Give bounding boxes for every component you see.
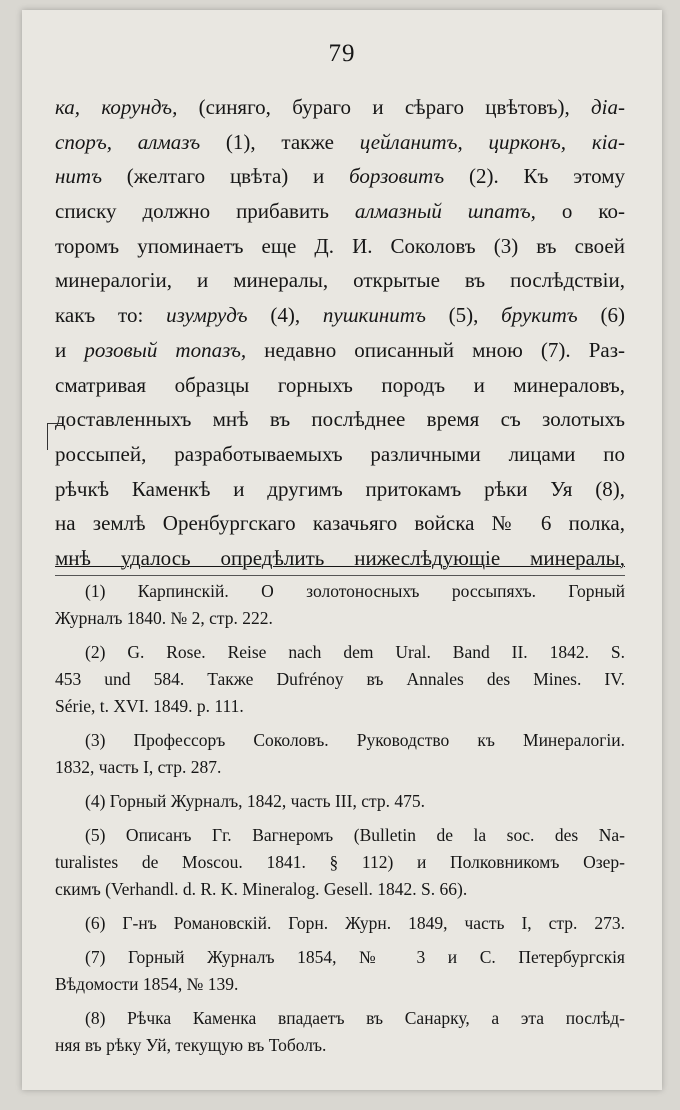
book-page	[22, 10, 662, 1090]
text-run: торомъ упоминаетъ еще Д. И. Соколовъ (3) въ своей	[55, 233, 625, 258]
italic-term: алмазный шпатъ,	[354, 199, 536, 224]
body-line	[55, 472, 625, 507]
footnote	[55, 788, 625, 815]
text-run: недавно описанный мною (7). Раз-	[246, 337, 625, 362]
body-line	[55, 402, 625, 437]
footnote	[55, 944, 625, 998]
italic-term: борзовитъ	[349, 164, 445, 189]
text-run: какъ то:	[55, 303, 167, 328]
footnote-line: Журналъ 1840. № 2, стр. 222.	[55, 608, 273, 628]
body-line	[55, 229, 625, 264]
italic-term: пушкинитъ	[322, 303, 426, 328]
body-line	[55, 437, 625, 472]
footnote-line: turalistes de Moscou. 1841. § 112) и Полковникомъ Озер-	[55, 852, 625, 872]
footnote-line: няя въ рѣку Уй, текущую въ Тоболъ.	[55, 1035, 327, 1055]
body-line	[55, 368, 625, 403]
footnote-line: скимъ (Verhandl. d. R. K. Mineralog. Gesell. 1842. S. 66).	[55, 879, 468, 899]
text-run: рѣчкѣ Каменкѣ и другимъ притокамъ рѣки Уя (8),	[55, 476, 625, 501]
text-run: мнѣ удалось опредѣлить нижеслѣдующіе минералы,	[55, 545, 625, 570]
italic-term: изумрудъ	[166, 303, 248, 328]
text-run: доставленныхъ мнѣ въ послѣднее время съ золотыхъ	[55, 407, 625, 432]
body-line	[55, 506, 625, 541]
footnote-line: 1832, часть I, стр. 287.	[55, 757, 222, 777]
footnote-line: 453 und 584. Также Dufrénoy въ Annales des Mines. IV.	[55, 669, 625, 689]
body-line	[55, 125, 625, 160]
text-run: о ко-	[535, 199, 625, 224]
footnote	[55, 727, 625, 781]
body-line	[55, 298, 625, 333]
text-run: на землѣ Оренбургскаго казачьяго войска № 6 полка,	[55, 511, 625, 536]
footnote	[55, 822, 625, 903]
footnote-line: (1) Карпинскій. О золотоносныхъ россыпяхъ. Горный	[85, 581, 625, 601]
text-run: списку должно прибавить	[55, 199, 355, 224]
text-run: (5),	[425, 303, 502, 328]
footnotes	[55, 578, 625, 1066]
body-line	[55, 333, 625, 368]
footnote-line: (8) Рѣчка Каменка впадаетъ въ Санарку, а эта послѣд-	[85, 1008, 625, 1028]
footnote	[55, 910, 625, 937]
footnote-line: Вѣдомости 1854, № 139.	[55, 974, 239, 994]
body-line	[55, 194, 625, 229]
footnote-line: (5) Описанъ Гг. Вагнеромъ (Bulletin de la soc. des Na-	[85, 825, 625, 845]
text-run: (6)	[577, 303, 625, 328]
text-run: (синяго, бураго и сѣраго цвѣтовъ),	[177, 95, 592, 119]
footnote-separator	[55, 575, 625, 576]
italic-term: споръ, алмазъ	[55, 129, 201, 154]
text-run: (4),	[247, 303, 323, 328]
body-line	[55, 90, 625, 125]
italic-term: діа-	[591, 95, 625, 119]
text-run: (желтаго цвѣта) и	[101, 164, 350, 189]
footnote	[55, 578, 625, 632]
footnote-line: (6) Г-нъ Романовскій. Горн. Журн. 1849, часть I, стр. 273.	[85, 913, 625, 933]
text-run: (2). Къ этому	[444, 164, 625, 189]
footnote	[55, 639, 625, 720]
body-line	[55, 541, 625, 576]
text-run: (1), также	[200, 129, 360, 154]
text-run: россыпей, разработываемыхъ различными лицами по	[55, 441, 625, 466]
margin-bracket-mark	[47, 423, 62, 450]
italic-term: нитъ	[55, 164, 102, 189]
italic-term: брукитъ	[501, 303, 578, 328]
text-run: и	[55, 337, 85, 362]
text-run: минералогіи, и минералы, открытые въ послѣдствіи,	[55, 268, 625, 293]
body-line	[55, 263, 625, 298]
footnote-line: (4) Горный Журналъ, 1842, часть III, стр. 475.	[85, 791, 425, 811]
italic-term: розовый топазъ,	[84, 337, 247, 362]
page-number: 79	[328, 40, 356, 67]
body-text	[55, 90, 625, 576]
text-run: сматривая образцы горныхъ породъ и минераловъ,	[55, 372, 625, 397]
footnote-line: (7) Горный Журналъ 1854, № 3 и С. Петербургскія	[85, 947, 625, 967]
footnote-line: (3) Профессоръ Соколовъ. Руководство къ Минералогіи.	[85, 730, 625, 750]
footnote-line: (2) G. Rose. Reise nach dem Ural. Band II. 1842. S.	[85, 642, 625, 662]
footnote	[55, 1005, 625, 1059]
italic-term: ка, корундъ,	[55, 95, 178, 119]
body-line	[55, 159, 625, 194]
italic-term: цейланитъ, цирконъ, кіа-	[359, 129, 625, 154]
footnote-line: Série, t. XVI. 1849. p. 111.	[55, 696, 244, 716]
